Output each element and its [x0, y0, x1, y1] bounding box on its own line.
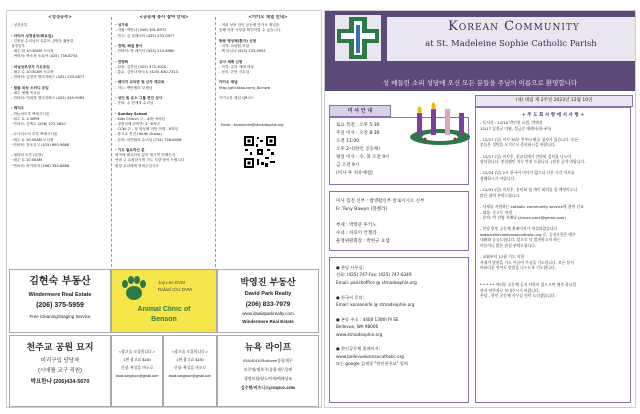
community-service-title: <공동체 봉사 참여 안내> [139, 15, 189, 20]
notices-title: + 주 도 회 사 항 에 서 사 항 + [521, 113, 585, 118]
pet-paw-icon [120, 276, 148, 302]
ad-park-realty-brokerage: Windermere Real Estate [242, 319, 294, 324]
text-line [336, 338, 462, 345]
text-line: 방문 영성체(환자) 신청 [219, 38, 257, 43]
text-line: 카카오톡 채널 QR코드 [219, 96, 255, 101]
community-service-lines [115, 23, 213, 169]
ad-animal-clinic[interactable] [111, 269, 217, 333]
text-line: - 연락처: 박 레지아 (425) 223-8960 [115, 49, 175, 54]
text-line: - 하늘의모후 쁘레시디움 [11, 111, 50, 116]
right-bulletin-page [324, 10, 636, 408]
text-line: Email: koreaninfo @ stmadsophie.org [336, 302, 415, 308]
text-line: - 지도: 백안젤라 부제님 [115, 85, 153, 90]
text-line: 내려와 공유드립니다. 앞으로 더 발전하고자 하는 [480, 237, 561, 243]
ad-recruit-1-title: <광고를 모집합니다.> [119, 350, 155, 354]
text-line: - 교회부터 12월 기도 지향 [480, 254, 525, 260]
text-line: ● 본당 사무실: [336, 265, 364, 270]
text-line: 통해 각종 사항을 확인하실 수 있습니다. [219, 28, 282, 33]
ad-recruit-2[interactable] [163, 335, 217, 407]
text-line: - 평화의 모후 (본당) [11, 153, 43, 158]
text-line: - 본당 한인 공동체 홈페이지가 개설되었습니다 [480, 226, 558, 232]
ad-clinic-location: Benson [151, 316, 177, 323]
text-line: - Sunday School [115, 111, 148, 116]
text-line: - 12/17 (일) 미사후, 친교실에서 간단히 김치를 나누어 [480, 153, 571, 159]
text-line: · 매주 토 1:30PM [11, 116, 40, 121]
text-line: * * * * * 여러분 공동체 공지 사항이 있으시면 매주 목요일 [480, 282, 577, 288]
text-line: - 연령회 [115, 59, 129, 64]
text-line: http://pf.kakao.com/_Bcmwb [219, 85, 270, 90]
ad-clinic-doctor-2: Rafael Cho DVM [158, 287, 192, 292]
kakao-channel-title: <카카오 채널 안내> [248, 15, 288, 20]
text-line: 카카오 채널 [219, 80, 238, 85]
welcome-banner: 성 매들린 소피 성당에 오신 모든 분들을 주님의 이름으로 환영합니다 [325, 75, 635, 91]
office-info-lines [336, 264, 462, 368]
text-line: - 회장: 김종찬 (425) 372-3020 [115, 64, 167, 69]
text-line: www.bellevuekoreancatholic.org 로, 공지사항은 매주 [480, 231, 576, 237]
ad-recruit-2-title: <광고를 모집합니다.> [172, 350, 208, 354]
text-line: 미사 집전 신부 : 밥생활신부 알로이시오 신부 [336, 199, 425, 204]
ad-recruit-2-contact: 신청: 곽상훈 바오로 [173, 366, 207, 370]
text-line: 수녀 : 차호이 안젤라 [336, 231, 377, 236]
bulletin-date-box [475, 95, 633, 107]
text-line: - 문의: 본당 사무실 [219, 70, 250, 75]
text-line: - 레지오 [11, 106, 25, 111]
text-line: 운영위원회장 : 박현규 요셉 [336, 239, 390, 244]
text-line: - 매주 셋째 목요일 [11, 90, 41, 95]
text-line: - 지휘: 박안나 (206) 391-8972 [115, 28, 167, 33]
kakao-qr-code-icon[interactable] [243, 135, 277, 169]
text-line: - 성경공부 [11, 23, 28, 28]
text-line: · 연락처: 김백두 (206) 372-5620 [11, 122, 66, 127]
text-line: - 12/17 (일) 미사 30분 전부터 판공 성사가 있습니다. 모든 [480, 136, 579, 142]
ad-recruit-1[interactable] [111, 335, 163, 407]
text-line: 사제가 말씀을 기도 이끌어 주심을 기도합니다. 모든 분이 [480, 259, 575, 265]
left-bulletin-page [6, 10, 322, 408]
ad-cemetery-diocese: (시애틀 교구 직원) [38, 368, 82, 374]
ad-park-realty-name: 박영진 부동산 [240, 278, 296, 288]
notices-box [475, 107, 631, 403]
text-line: 까지 연락처로 보내주시기 바랍니다. [480, 287, 540, 293]
text-line: - 말씀 묵상 스터디 모임 [11, 85, 49, 90]
pastor-lines [336, 198, 462, 246]
text-line: Fr. Tony Bawyn (볼벨라) [336, 207, 388, 212]
text-line: - 독서자 : 12/10 박인천 요셉, 박예진 [480, 120, 543, 125]
text-line [336, 308, 462, 315]
ad-cemetery-phone: 박요한나 (206)434-5670 [30, 379, 90, 385]
ad-new-york-life[interactable] [217, 335, 319, 407]
ad-catholic-cemetery[interactable] [9, 335, 111, 407]
text-line: 본당 - 한인 공동체 사무실 연락 드리겠습니다. [480, 293, 556, 299]
text-line: ● 본당 주소 : 4400 130th Pl SE [336, 316, 399, 322]
text-line: - 연락처: 박소정 소피아 (425) 736-8754 [11, 54, 78, 59]
ad-recruit-2-price: 1면 광고료 $150 [176, 358, 204, 362]
ad-park-realty[interactable] [217, 269, 319, 333]
text-line: 평일 미사 : 수, 목 오전 9시 [336, 155, 390, 160]
text-line: ● 한국어 문의: [336, 294, 364, 300]
text-line: ● 한인공동체 홈페이지: [336, 346, 381, 352]
ad-park-realty-phone: (206) 833-7979 [245, 301, 291, 308]
text-line: - 매주 수 10:30AM 천교정 [11, 70, 54, 75]
community-service-column [115, 15, 213, 271]
text-line: www.stmadsophie.org [336, 331, 383, 337]
text-line: 토요 특전 : 오후 5:30 [336, 123, 380, 128]
text-line [336, 214, 462, 222]
ad-kim-realty-company: Windermere Real Estate [28, 292, 92, 298]
text-line: - 성인 및 유스 그룹 견진 성사 [115, 96, 163, 101]
ad-kim-realty-phone: (206) 375-5959 [36, 302, 84, 309]
text-line: - 중고교 견진 (Youth Group) [115, 132, 162, 137]
text-line: www.bellevuekoreancatholic.org [336, 353, 404, 359]
office-info-box [329, 257, 469, 403]
text-line: - 준비: 주 현재자 수녀님 [115, 101, 154, 106]
kakao-channel-lines [219, 23, 317, 101]
text-line: 분들은 성탄을 오기로서 준비하시길 바랍니다. [480, 142, 556, 148]
text-line: Email: parishoffice @ stmadsophie.org [336, 279, 417, 285]
text-line: 오전 11:00 [336, 139, 360, 144]
ad-kim-realty-name: 김현숙 부동산 [29, 276, 91, 287]
text-line: 참례하시기 바랍니다. [480, 175, 516, 181]
text-line: 장터합니다. 봉헌했던 지동 반찬 드립니다. (점선 공작 바랍니다. [480, 159, 586, 165]
kakao-email[interactable]: Email : koreaninfo@stmadsophie.org [221, 123, 284, 127]
ad-recruit-1-price: 1면 광고료 $150 [123, 358, 151, 362]
ad-cemetery-title: 천주교 공원 묘지 [26, 343, 94, 353]
text-line: - Kids Church 주 - 4세~9학년 [115, 116, 166, 121]
ad-park-realty-company: David Park Realty [244, 291, 292, 297]
text-line: (미사 후 치유예절) [336, 171, 373, 176]
ad-kim-realty[interactable] [9, 269, 111, 333]
text-line: - 자격: 요양원 포함 [219, 44, 250, 49]
parish-cross-logo-icon [335, 15, 381, 61]
ad-recruit-1-contact: 신청: 곽상훈 바오로 [120, 366, 154, 370]
text-line: - 12/24 (일) 2시 한국어 미사가 없으니 다른 시간 미사를 [480, 170, 575, 176]
text-line: · 매주 토 10:00AM [11, 158, 42, 163]
text-line: 금 오전 9시 [336, 163, 360, 168]
ad-clinic-name: Animal Clinic of [137, 306, 191, 313]
ad-nyl-line-1: IRA/401K/Rollover/종합재무 [243, 358, 293, 363]
text-line: · 연락처: 장오진고 (425) 890-9868 [11, 142, 70, 147]
text-line: - 매주 화 10:30AM 도서정 [11, 49, 54, 54]
ad-recruit-1-email[interactable]: kwak.sanghoon@gmail.com [115, 374, 159, 378]
text-line: - 백 하나나 (425) 233-0955 [219, 49, 266, 54]
text-line: - 연락처: 김경자 엘리자베스 (425) 233-0877 [11, 75, 85, 80]
text-line: - 12/31 (일) 미사후, 송년회 겸 계이 회의를 할 예정이오니 [480, 187, 578, 193]
pastor-box [329, 191, 469, 251]
ad-recruit-2-email[interactable]: kwak.sanghoon@gmail.com [168, 374, 212, 378]
text-line: 원장 수녀에게 연락주십시오 [115, 163, 159, 168]
text-line: 또는 google 검색창 "한인천주교" 입력 [336, 361, 408, 367]
text-line: - 문의: 차연필라 수녀님 (714) 728-6008 [115, 137, 182, 142]
ad-park-realty-website: www.dswidparkrealty.com [242, 311, 294, 316]
text-line: - 저희 성당 한인 공동체 카카오 채널을 [219, 23, 280, 28]
text-line: - 기도 필요하신 분 [115, 148, 145, 153]
header-subtitle: at St. Madeleine Sophie Catholic Parish [425, 39, 597, 49]
kakao-channel-column [219, 15, 317, 271]
text-line: · 연락처: 차가미아 (206) 330-8888 [11, 163, 70, 168]
text-line: - 반주: 김 빌레리아 (425) 233-0977 [115, 33, 175, 38]
text-line: - 마닐성모성지 기도모임 [11, 64, 50, 69]
column-divider [111, 17, 112, 267]
text-line: 아름다운 언어로 말씀을 나누도록 기도합니다. [480, 265, 556, 271]
text-line: - 김정남 수녀님의 유튜브 강연을 활용한 [11, 38, 74, 43]
mass-schedule-label: 미 사 안 내 [329, 105, 391, 117]
text-line: - 사제를 지원하는 catholic community service에 참여 선교 [480, 203, 584, 209]
text-line: - CCW 주 - 첫 영성체 미만 학생 - 8학년 [115, 127, 179, 132]
text-line: 오후 2시(한인 공동체) [336, 147, 381, 152]
text-line: - 차티어 성경공부(화요일) [11, 33, 53, 38]
text-line: - 전례, 해설 봉사 [115, 44, 143, 49]
text-line: - 대상: 중고등 학생 [480, 209, 512, 215]
ad-kim-realty-service: Free Cleaning/Staging Service [29, 314, 91, 319]
text-line: 유아 세례 신청 [219, 59, 243, 64]
ad-clinic-doctor-1: Joy Lee DVM [158, 280, 186, 285]
notices-lines [480, 120, 626, 299]
text-line: - 총무: 김아나 바오로 (425) 830-7313 [115, 70, 178, 75]
ad-nyl-line-2: 보주명/재보주/종합재무플랜 [243, 367, 293, 372]
text-line: 영적에 필요하신 분이 계시면 언제든지 [115, 153, 176, 158]
text-line: - 연락처: 이희정 엘리자베스 (425) 445-9085 [11, 96, 85, 101]
column-divider [215, 17, 216, 267]
ad-nyl-contact: 김수현/비즈니스(253)802-2556 [240, 385, 296, 390]
bible-study-title: <성경공부> [48, 15, 72, 20]
header-title: Korean Community [448, 19, 580, 34]
text-line: - 메어지 교리반 및 신자 재교육 [115, 80, 165, 85]
text-line: 성경공부 [11, 44, 25, 49]
ad-cemetery-contact-role: 미리구입 당당자 [40, 358, 80, 364]
text-line: 주일 미사 : 오전 8:30 [336, 131, 380, 136]
text-line: · 매주 토 10:00AM 도서정 [11, 137, 54, 142]
text-line: 전화: (425) 747-Fax: (425) 747-6349 [336, 272, 412, 278]
bible-study-lines [11, 23, 109, 169]
text-line: 12/17 김경균 다윗, 정금순 데레사(한국어) [480, 125, 552, 131]
text-line [336, 286, 462, 293]
text-line: - 로사리오의 모후 쁘레시디움 [11, 132, 58, 137]
advent-wreath-icon [405, 95, 475, 147]
text-line: - 첫영성체 준비반: 2~8학년 [115, 122, 160, 127]
text-line: 마음이니 많은 관심 부탁드립니다. [480, 243, 537, 249]
text-line: - 자격: 유아 세례 대상 [219, 64, 254, 69]
ad-nyl-line-3: 생명보험/양노여재/택배상조 [243, 376, 293, 381]
ad-nyl-title: 뉴욕 라이프 [244, 343, 292, 353]
text-line: - 성가대 [115, 23, 129, 28]
text-line: 많은 참여 부탁드립니다. [480, 192, 521, 198]
text-line: 부제 : 박영준 루키노 [336, 223, 377, 228]
text-line: 연락 주 요청하시면 기도 지향 담아 드립니다 [115, 158, 185, 163]
bible-study-column [11, 15, 109, 271]
text-line: - 문의: 박 진영 자매님 (jinvan.park@gmail.com) [480, 215, 566, 221]
text-line: Bellevue, WA 98006 [336, 324, 379, 330]
bulletin-date: (새) 대림 제 2주일 2023년 12월 10일 [515, 98, 593, 103]
